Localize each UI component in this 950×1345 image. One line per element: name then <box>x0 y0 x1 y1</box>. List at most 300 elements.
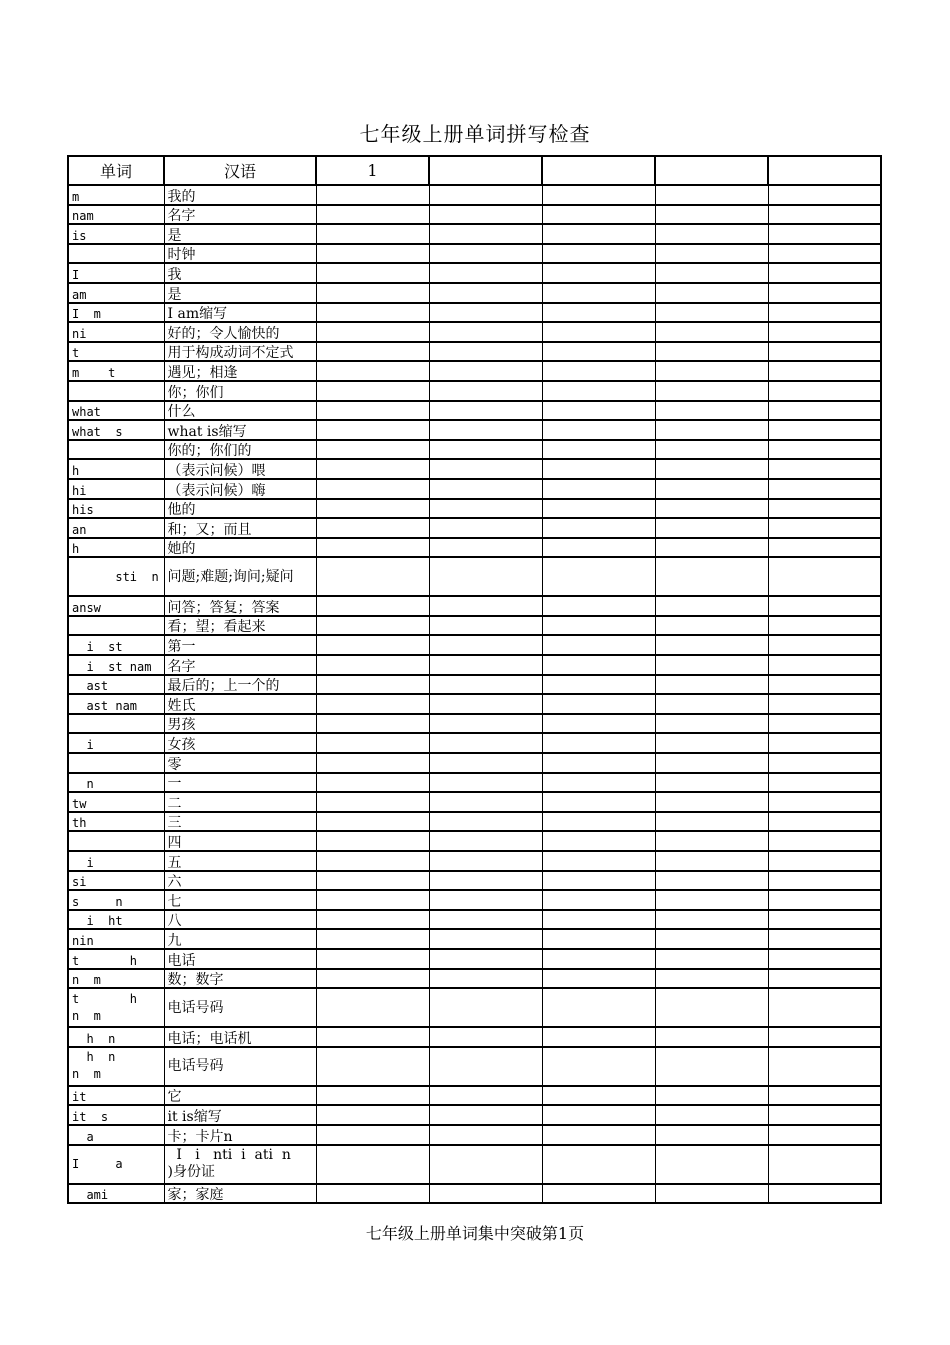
answer-cell-4[interactable] <box>655 283 768 303</box>
answer-cell-2[interactable] <box>429 655 542 675</box>
answer-cell-2[interactable] <box>429 831 542 851</box>
word-cell: th <box>68 812 164 832</box>
answer-cell-2[interactable] <box>429 224 542 244</box>
word-cell: i <box>68 733 164 753</box>
answer-cell-3[interactable] <box>542 988 655 1027</box>
word-cell <box>68 616 164 636</box>
answer-cell-2[interactable] <box>429 753 542 773</box>
answer-cell-5[interactable] <box>768 1125 881 1145</box>
answer-cell-4[interactable] <box>655 342 768 362</box>
answer-cell-1[interactable] <box>316 263 429 283</box>
answer-cell-5[interactable] <box>768 538 881 558</box>
chinese-cell: 电话 <box>164 949 316 969</box>
answer-cell-1[interactable] <box>316 342 429 362</box>
answer-cell-3[interactable] <box>542 616 655 636</box>
answer-cell-3[interactable] <box>542 871 655 891</box>
answer-cell-4[interactable] <box>655 890 768 910</box>
answer-cell-4[interactable] <box>655 831 768 851</box>
answer-cell-2[interactable] <box>429 420 542 440</box>
answer-cell-3[interactable] <box>542 342 655 362</box>
answer-cell-3[interactable] <box>542 635 655 655</box>
answer-cell-2[interactable] <box>429 1047 542 1086</box>
answer-cell-1[interactable] <box>316 479 429 499</box>
answer-cell-2[interactable] <box>429 675 542 695</box>
answer-cell-5[interactable] <box>768 655 881 675</box>
answer-cell-5[interactable] <box>768 499 881 519</box>
word-cell: h n <box>68 1027 164 1047</box>
answer-cell-4[interactable] <box>655 499 768 519</box>
answer-cell-1[interactable] <box>316 675 429 695</box>
answer-cell-3[interactable] <box>542 205 655 225</box>
answer-cell-5[interactable] <box>768 1047 881 1086</box>
answer-cell-1[interactable] <box>316 1047 429 1086</box>
answer-cell-4[interactable] <box>655 440 768 460</box>
table-row <box>68 949 881 969</box>
answer-cell-3[interactable] <box>542 675 655 695</box>
answer-cell-4[interactable] <box>655 792 768 812</box>
answer-cell-5[interactable] <box>768 890 881 910</box>
answer-cell-2[interactable] <box>429 851 542 871</box>
chinese-cell: 你的；你们的 <box>164 440 316 460</box>
answer-cell-5[interactable] <box>768 1027 881 1047</box>
answer-cell-3[interactable] <box>542 1047 655 1086</box>
answer-cell-2[interactable] <box>429 185 542 205</box>
word-cell: n <box>68 773 164 793</box>
answer-cell-1[interactable] <box>316 635 429 655</box>
answer-cell-3[interactable] <box>542 459 655 479</box>
answer-cell-4[interactable] <box>655 635 768 655</box>
answer-cell-2[interactable] <box>429 890 542 910</box>
answer-cell-2[interactable] <box>429 812 542 832</box>
answer-cell-5[interactable] <box>768 596 881 616</box>
answer-cell-5[interactable] <box>768 205 881 225</box>
answer-cell-2[interactable] <box>429 1086 542 1106</box>
answer-cell-4[interactable] <box>655 205 768 225</box>
chinese-cell: 五 <box>164 851 316 871</box>
answer-cell-4[interactable] <box>655 851 768 871</box>
answer-cell-1[interactable] <box>316 753 429 773</box>
answer-cell-3[interactable] <box>542 440 655 460</box>
chinese-cell: 问题;难题;询问;疑问 <box>164 557 316 596</box>
answer-cell-3[interactable] <box>542 303 655 323</box>
answer-cell-2[interactable] <box>429 616 542 636</box>
table-row <box>68 1125 881 1145</box>
answer-cell-2[interactable] <box>429 205 542 225</box>
answer-cell-3[interactable] <box>542 1184 655 1204</box>
answer-cell-1[interactable] <box>316 205 429 225</box>
answer-cell-4[interactable] <box>655 929 768 949</box>
answer-cell-1[interactable] <box>316 283 429 303</box>
chinese-cell: （表示问候）喂 <box>164 459 316 479</box>
answer-cell-4[interactable] <box>655 459 768 479</box>
word-cell: I <box>68 263 164 283</box>
answer-cell-5[interactable] <box>768 1184 881 1204</box>
answer-cell-1[interactable] <box>316 929 429 949</box>
answer-cell-3[interactable] <box>542 1086 655 1106</box>
answer-cell-3[interactable] <box>542 322 655 342</box>
answer-cell-3[interactable] <box>542 655 655 675</box>
answer-cell-1[interactable] <box>316 694 429 714</box>
answer-cell-5[interactable] <box>768 871 881 891</box>
chinese-cell: （表示问候）嗨 <box>164 479 316 499</box>
answer-cell-5[interactable] <box>768 1086 881 1106</box>
answer-cell-5[interactable] <box>768 969 881 989</box>
answer-cell-5[interactable] <box>768 714 881 734</box>
answer-cell-1[interactable] <box>316 910 429 930</box>
answer-cell-5[interactable] <box>768 244 881 264</box>
answer-cell-2[interactable] <box>429 459 542 479</box>
answer-cell-2[interactable] <box>429 949 542 969</box>
answer-cell-1[interactable] <box>316 420 429 440</box>
answer-cell-3[interactable] <box>542 1105 655 1125</box>
word-cell: i st nam <box>68 655 164 675</box>
answer-cell-2[interactable] <box>429 1145 542 1184</box>
chinese-cell: 看；望；看起来 <box>164 616 316 636</box>
answer-cell-1[interactable] <box>316 361 429 381</box>
answer-cell-1[interactable] <box>316 1105 429 1125</box>
answer-cell-3[interactable] <box>542 420 655 440</box>
answer-cell-3[interactable] <box>542 851 655 871</box>
answer-cell-5[interactable] <box>768 812 881 832</box>
answer-cell-4[interactable] <box>655 1184 768 1204</box>
answer-cell-2[interactable] <box>429 538 542 558</box>
chinese-cell: 家；家庭 <box>164 1184 316 1204</box>
answer-cell-5[interactable] <box>768 753 881 773</box>
answer-cell-2[interactable] <box>429 714 542 734</box>
answer-cell-5[interactable] <box>768 263 881 283</box>
answer-cell-5[interactable] <box>768 733 881 753</box>
answer-cell-3[interactable] <box>542 479 655 499</box>
answer-cell-4[interactable] <box>655 773 768 793</box>
answer-cell-1[interactable] <box>316 322 429 342</box>
answer-cell-3[interactable] <box>542 499 655 519</box>
answer-cell-5[interactable] <box>768 518 881 538</box>
answer-cell-4[interactable] <box>655 969 768 989</box>
answer-cell-5[interactable] <box>768 459 881 479</box>
word-cell: m <box>68 185 164 205</box>
answer-cell-3[interactable] <box>542 518 655 538</box>
answer-cell-5[interactable] <box>768 694 881 714</box>
answer-cell-5[interactable] <box>768 910 881 930</box>
answer-cell-2[interactable] <box>429 969 542 989</box>
answer-cell-3[interactable] <box>542 185 655 205</box>
answer-cell-3[interactable] <box>542 753 655 773</box>
chinese-cell: 用于构成动词不定式 <box>164 342 316 362</box>
answer-cell-3[interactable] <box>542 557 655 596</box>
word-cell: ast <box>68 675 164 695</box>
answer-cell-5[interactable] <box>768 185 881 205</box>
answer-cell-5[interactable] <box>768 342 881 362</box>
chinese-cell: 八 <box>164 910 316 930</box>
answer-cell-4[interactable] <box>655 949 768 969</box>
chinese-cell: 四 <box>164 831 316 851</box>
answer-cell-1[interactable] <box>316 303 429 323</box>
answer-cell-4[interactable] <box>655 263 768 283</box>
table-row <box>68 401 881 421</box>
answer-cell-4[interactable] <box>655 322 768 342</box>
answer-cell-5[interactable] <box>768 479 881 499</box>
table-row <box>68 792 881 812</box>
table-row <box>68 910 881 930</box>
answer-cell-4[interactable] <box>655 538 768 558</box>
answer-cell-3[interactable] <box>542 381 655 401</box>
answer-cell-2[interactable] <box>429 401 542 421</box>
answer-cell-2[interactable] <box>429 773 542 793</box>
answer-cell-1[interactable] <box>316 185 429 205</box>
answer-cell-3[interactable] <box>542 1145 655 1184</box>
word-cell: answ <box>68 596 164 616</box>
answer-cell-5[interactable] <box>768 322 881 342</box>
table-row <box>68 224 881 244</box>
answer-cell-5[interactable] <box>768 949 881 969</box>
table-row <box>68 871 881 891</box>
answer-cell-1[interactable] <box>316 733 429 753</box>
answer-cell-3[interactable] <box>542 401 655 421</box>
table-row <box>68 303 881 323</box>
answer-cell-1[interactable] <box>316 871 429 891</box>
word-cell: an <box>68 518 164 538</box>
chinese-cell: what is缩写 <box>164 420 316 440</box>
answer-cell-5[interactable] <box>768 988 881 1027</box>
answer-cell-4[interactable] <box>655 812 768 832</box>
answer-cell-4[interactable] <box>655 1086 768 1106</box>
answer-cell-1[interactable] <box>316 1184 429 1204</box>
answer-cell-1[interactable] <box>316 1145 429 1184</box>
answer-cell-3[interactable] <box>542 812 655 832</box>
answer-cell-2[interactable] <box>429 635 542 655</box>
answer-cell-4[interactable] <box>655 303 768 323</box>
header-round-5 <box>768 156 881 185</box>
answer-cell-2[interactable] <box>429 322 542 342</box>
answer-cell-5[interactable] <box>768 283 881 303</box>
answer-cell-2[interactable] <box>429 499 542 519</box>
answer-cell-5[interactable] <box>768 361 881 381</box>
answer-cell-2[interactable] <box>429 1184 542 1204</box>
word-cell: it s <box>68 1105 164 1125</box>
word-cell: hi <box>68 479 164 499</box>
word-cell: si <box>68 871 164 891</box>
answer-cell-1[interactable] <box>316 224 429 244</box>
answer-cell-2[interactable] <box>429 1105 542 1125</box>
answer-cell-4[interactable] <box>655 655 768 675</box>
answer-cell-4[interactable] <box>655 381 768 401</box>
page-title: 七年级上册单词拼写检查 <box>359 122 591 146</box>
answer-cell-4[interactable] <box>655 871 768 891</box>
answer-cell-3[interactable] <box>542 949 655 969</box>
answer-cell-5[interactable] <box>768 1145 881 1184</box>
answer-cell-2[interactable] <box>429 694 542 714</box>
answer-cell-3[interactable] <box>542 910 655 930</box>
answer-cell-1[interactable] <box>316 714 429 734</box>
answer-cell-5[interactable] <box>768 381 881 401</box>
answer-cell-3[interactable] <box>542 596 655 616</box>
answer-cell-5[interactable] <box>768 675 881 695</box>
answer-cell-3[interactable] <box>542 1125 655 1145</box>
table-row <box>68 890 881 910</box>
answer-cell-3[interactable] <box>542 361 655 381</box>
answer-cell-2[interactable] <box>429 596 542 616</box>
answer-cell-2[interactable] <box>429 988 542 1027</box>
answer-cell-5[interactable] <box>768 440 881 460</box>
answer-cell-4[interactable] <box>655 714 768 734</box>
answer-cell-1[interactable] <box>316 538 429 558</box>
answer-cell-4[interactable] <box>655 1145 768 1184</box>
answer-cell-2[interactable] <box>429 479 542 499</box>
answer-cell-5[interactable] <box>768 929 881 949</box>
answer-cell-5[interactable] <box>768 616 881 636</box>
answer-cell-1[interactable] <box>316 440 429 460</box>
answer-cell-2[interactable] <box>429 303 542 323</box>
answer-cell-4[interactable] <box>655 479 768 499</box>
word-cell: t <box>68 342 164 362</box>
answer-cell-3[interactable] <box>542 890 655 910</box>
word-cell: s n <box>68 890 164 910</box>
answer-cell-4[interactable] <box>655 244 768 264</box>
answer-cell-4[interactable] <box>655 988 768 1027</box>
answer-cell-3[interactable] <box>542 1027 655 1047</box>
answer-cell-1[interactable] <box>316 851 429 871</box>
answer-cell-2[interactable] <box>429 910 542 930</box>
answer-cell-1[interactable] <box>316 459 429 479</box>
chinese-cell: 一 <box>164 773 316 793</box>
answer-cell-1[interactable] <box>316 1086 429 1106</box>
word-cell: ast nam <box>68 694 164 714</box>
answer-cell-4[interactable] <box>655 361 768 381</box>
answer-cell-4[interactable] <box>655 596 768 616</box>
answer-cell-4[interactable] <box>655 694 768 714</box>
answer-cell-2[interactable] <box>429 263 542 283</box>
answer-cell-2[interactable] <box>429 929 542 949</box>
answer-cell-2[interactable] <box>429 283 542 303</box>
answer-cell-4[interactable] <box>655 733 768 753</box>
header-word: 单词 <box>68 156 164 185</box>
answer-cell-4[interactable] <box>655 1047 768 1086</box>
answer-cell-5[interactable] <box>768 557 881 596</box>
answer-cell-1[interactable] <box>316 831 429 851</box>
answer-cell-3[interactable] <box>542 969 655 989</box>
answer-cell-3[interactable] <box>542 714 655 734</box>
answer-cell-5[interactable] <box>768 1105 881 1125</box>
answer-cell-2[interactable] <box>429 342 542 362</box>
answer-cell-1[interactable] <box>316 499 429 519</box>
answer-cell-5[interactable] <box>768 401 881 421</box>
answer-cell-4[interactable] <box>655 616 768 636</box>
word-cell: i ht <box>68 910 164 930</box>
answer-cell-5[interactable] <box>768 831 881 851</box>
answer-cell-4[interactable] <box>655 675 768 695</box>
answer-cell-2[interactable] <box>429 381 542 401</box>
answer-cell-3[interactable] <box>542 244 655 264</box>
answer-cell-5[interactable] <box>768 303 881 323</box>
chinese-cell: 六 <box>164 871 316 891</box>
answer-cell-1[interactable] <box>316 401 429 421</box>
chinese-cell: 电话；电话机 <box>164 1027 316 1047</box>
answer-cell-2[interactable] <box>429 244 542 264</box>
table-row <box>68 440 881 460</box>
header-round-3 <box>542 156 655 185</box>
answer-cell-3[interactable] <box>542 694 655 714</box>
answer-cell-5[interactable] <box>768 224 881 244</box>
chinese-cell: 他的 <box>164 499 316 519</box>
answer-cell-2[interactable] <box>429 733 542 753</box>
answer-cell-2[interactable] <box>429 557 542 596</box>
answer-cell-4[interactable] <box>655 401 768 421</box>
answer-cell-5[interactable] <box>768 420 881 440</box>
answer-cell-4[interactable] <box>655 910 768 930</box>
answer-cell-1[interactable] <box>316 969 429 989</box>
answer-cell-4[interactable] <box>655 557 768 596</box>
answer-cell-4[interactable] <box>655 1105 768 1125</box>
answer-cell-1[interactable] <box>316 812 429 832</box>
answer-cell-1[interactable] <box>316 988 429 1027</box>
answer-cell-1[interactable] <box>316 1027 429 1047</box>
answer-cell-3[interactable] <box>542 773 655 793</box>
answer-cell-3[interactable] <box>542 538 655 558</box>
answer-cell-2[interactable] <box>429 518 542 538</box>
answer-cell-1[interactable] <box>316 616 429 636</box>
answer-cell-4[interactable] <box>655 1125 768 1145</box>
chinese-cell: it is缩写 <box>164 1105 316 1125</box>
table-row <box>68 851 881 871</box>
answer-cell-2[interactable] <box>429 1125 542 1145</box>
answer-cell-4[interactable] <box>655 420 768 440</box>
chinese-cell: 问答；答复；答案 <box>164 596 316 616</box>
answer-cell-3[interactable] <box>542 831 655 851</box>
word-cell: I a <box>68 1145 164 1184</box>
answer-cell-1[interactable] <box>316 381 429 401</box>
answer-cell-1[interactable] <box>316 596 429 616</box>
chinese-cell: 遇见；相逢 <box>164 361 316 381</box>
answer-cell-1[interactable] <box>316 890 429 910</box>
chinese-cell: 名字 <box>164 655 316 675</box>
answer-cell-1[interactable] <box>316 949 429 969</box>
answer-cell-5[interactable] <box>768 851 881 871</box>
answer-cell-2[interactable] <box>429 871 542 891</box>
answer-cell-2[interactable] <box>429 361 542 381</box>
answer-cell-1[interactable] <box>316 655 429 675</box>
answer-cell-3[interactable] <box>542 929 655 949</box>
chinese-cell: 三 <box>164 812 316 832</box>
answer-cell-3[interactable] <box>542 733 655 753</box>
answer-cell-5[interactable] <box>768 792 881 812</box>
answer-cell-4[interactable] <box>655 185 768 205</box>
answer-cell-1[interactable] <box>316 518 429 538</box>
answer-cell-1[interactable] <box>316 773 429 793</box>
answer-cell-4[interactable] <box>655 1027 768 1047</box>
word-cell: h <box>68 538 164 558</box>
answer-cell-2[interactable] <box>429 440 542 460</box>
answer-cell-2[interactable] <box>429 1027 542 1047</box>
answer-cell-1[interactable] <box>316 244 429 264</box>
answer-cell-3[interactable] <box>542 263 655 283</box>
answer-cell-1[interactable] <box>316 1125 429 1145</box>
answer-cell-5[interactable] <box>768 773 881 793</box>
answer-cell-3[interactable] <box>542 224 655 244</box>
chinese-cell: 七 <box>164 890 316 910</box>
answer-cell-4[interactable] <box>655 224 768 244</box>
answer-cell-1[interactable] <box>316 557 429 596</box>
header-row <box>68 156 881 185</box>
answer-cell-2[interactable] <box>429 792 542 812</box>
answer-cell-4[interactable] <box>655 518 768 538</box>
answer-cell-3[interactable] <box>542 792 655 812</box>
answer-cell-3[interactable] <box>542 283 655 303</box>
word-cell: t h n m <box>68 988 164 1027</box>
answer-cell-5[interactable] <box>768 635 881 655</box>
answer-cell-4[interactable] <box>655 753 768 773</box>
answer-cell-1[interactable] <box>316 792 429 812</box>
table-row <box>68 479 881 499</box>
